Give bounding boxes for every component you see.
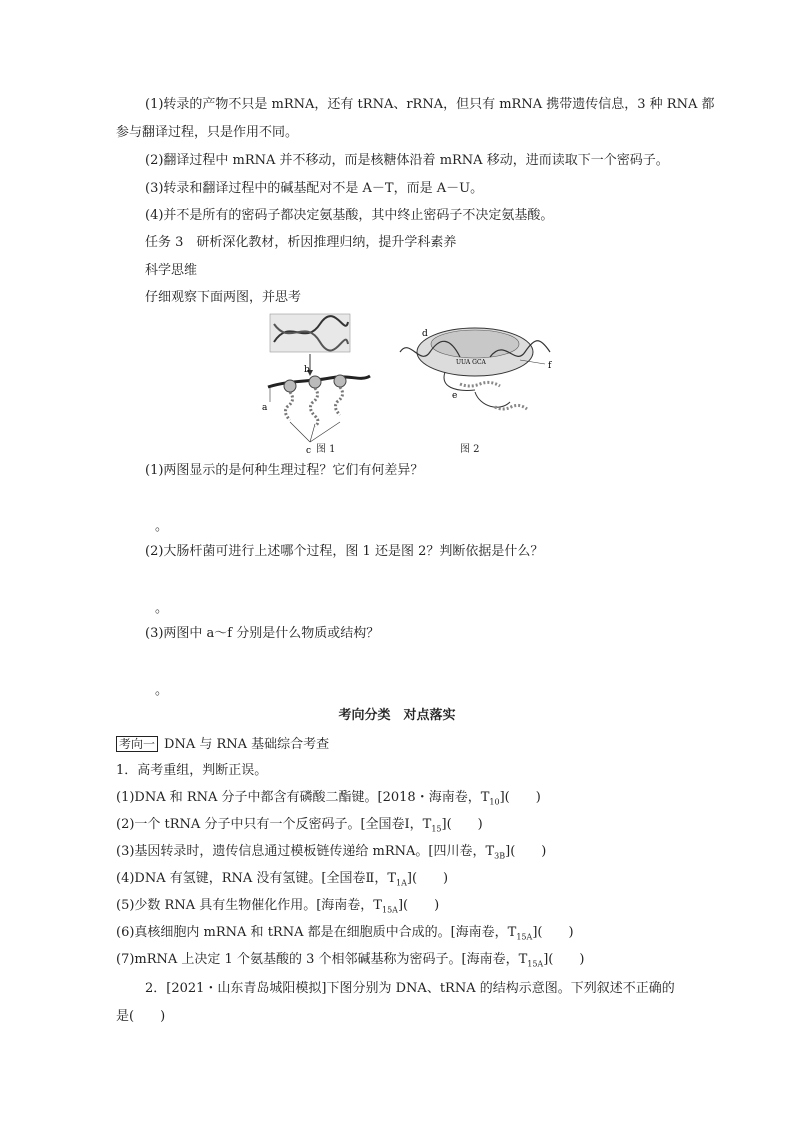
figure-label: e	[452, 391, 458, 401]
judgment-item: (4)DNA 有氢键，RNA 没有氢键。[全国卷Ⅱ，$T_{1A}$]( )	[116, 871, 449, 888]
judgment-item: (5)少数 RNA 具有生物催化作用。[海南卷，$T_{15A}$]( )	[116, 898, 440, 915]
figure-label: b	[304, 365, 310, 375]
figure-1-illustration	[262, 314, 370, 456]
direction-title: DNA 与 RNA 基础综合考查	[164, 737, 330, 752]
text-line: (4)并不是所有的密码子都决定氨基酸，其中终止密码子不决定氨基酸。	[145, 208, 554, 223]
judgment-item: (3)基因转录时，遗传信息通过模板链传递给 mRNA。[四川卷，$T_{3B}$]( )	[116, 844, 547, 861]
question-intro: 1．高考重组，判断正误。	[116, 763, 268, 778]
text-line: 参与翻译过程，只是作用不同。	[116, 125, 299, 140]
question: (3)两图中 a～f 分别是什么物质或结构？	[145, 626, 380, 641]
judgment-item: (2)一个 tRNA 分子中只有一个反密码子。[全国卷Ⅰ，$T_{15}$]( )	[116, 817, 483, 834]
direction-tag: 考向一	[116, 736, 158, 752]
figure-2-caption: 图 2	[460, 444, 480, 455]
figure-label: a	[262, 403, 268, 413]
judgment-item: (1)DNA 和 RNA 分子中都含有磷酸二酯键。[2018・海南卷，$T_{10}$]( )	[116, 790, 541, 807]
subheading: 科学思维	[145, 263, 198, 278]
figure-transcription-translation	[260, 312, 560, 462]
answer-mark: 。	[155, 519, 169, 534]
figure-label: f	[548, 361, 552, 371]
judgment-item: (7)mRNA 上决定 1 个氨基酸的 3 个相邻碱基称为密码子。[海南卷，$T_{15A}$]( )	[116, 952, 585, 969]
figure-2-illustration	[400, 328, 552, 409]
judgment-item: (6)真核细胞内 mRNA 和 tRNA 都是在细胞质中合成的。[海南卷，$T_{15A}$]( )	[116, 925, 574, 942]
direction-heading	[116, 735, 329, 754]
question-2-line: 是( )	[116, 1009, 166, 1024]
text-line: (1)转录的产物不只是 mRNA，还有 tRNA、rRNA，但只有 mRNA 携带遗传信息，3 种 RNA 都	[145, 97, 715, 112]
figure-1-caption: 图 1	[316, 444, 336, 455]
question: (2)大肠杆菌可进行上述哪个过程，图 1 还是图 2？判断依据是什么？	[145, 544, 544, 559]
answer-mark: 。	[155, 683, 169, 698]
question: (1)两图显示的是何种生理过程？它们有何差异？	[145, 463, 424, 478]
text-line: 仔细观察下面两图，并思考	[145, 290, 302, 305]
text-line: (3)转录和翻译过程中的碱基配对不是 A－T，而是 A－U。	[145, 181, 484, 196]
section-title: 考向分类 对点落实	[338, 708, 456, 723]
figure-label: d	[422, 329, 428, 339]
answer-mark: 。	[155, 601, 169, 616]
task-heading: 任务 3 研析深化教材，析因推理归纳，提升学科素养	[145, 235, 457, 250]
question-2-line: 2．[2021・山东青岛城阳模拟]下图分别为 DNA、tRNA 的结构示意图。下列叙述不正确的	[145, 981, 675, 996]
codon-text: UUA GCA	[456, 359, 486, 366]
figure-label: c	[306, 446, 312, 456]
text-line: (2)翻译过程中 mRNA 并不移动，而是核糖体沿着 mRNA 移动，进而读取下一个密码子。	[145, 153, 669, 168]
